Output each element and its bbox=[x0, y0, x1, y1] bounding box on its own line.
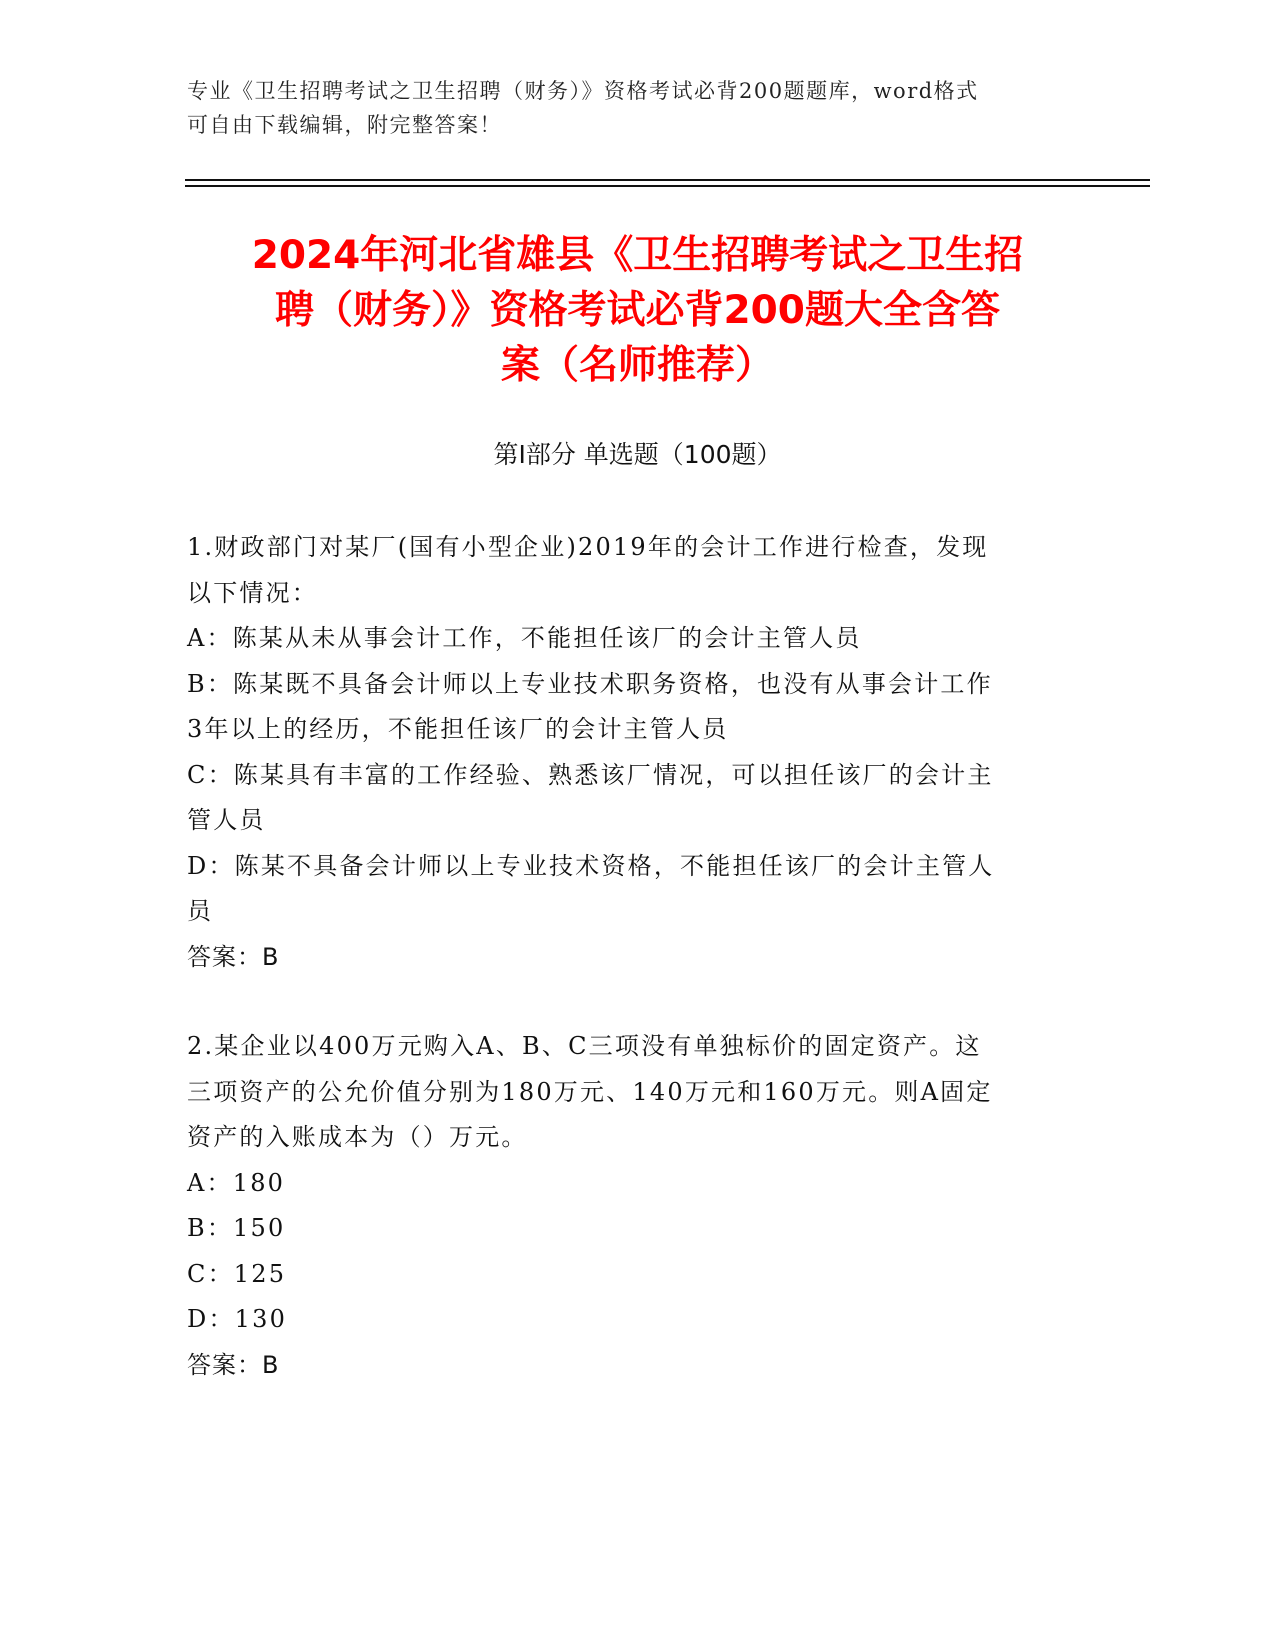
question-1 bbox=[187, 525, 1087, 980]
question-stem-line: 三项资产的公允价值分别为180万元、140万元和160万元。则A固定 bbox=[187, 1077, 993, 1106]
header-note-line: 可自由下载编辑，附完整答案！ bbox=[187, 113, 502, 137]
option-line: D：陈某不具备会计师以上专业技术资格，不能担任该厂的会计主管人 bbox=[187, 851, 995, 880]
header-note-line: 专业《卫生招聘考试之卫生招聘（财务）》资格考试必背200题题库，word格式 bbox=[187, 79, 979, 103]
option-line: B：陈某既不具备会计师以上专业技术职务资格，也没有从事会计工作 bbox=[187, 669, 993, 698]
option-line: C：125 bbox=[187, 1259, 287, 1288]
option-line: A：陈某从未从事会计工作，不能担任该厂的会计主管人员 bbox=[187, 624, 862, 652]
option-line: A：180 bbox=[187, 1168, 286, 1197]
document-title bbox=[160, 228, 1115, 393]
option-line: D：130 bbox=[187, 1305, 288, 1333]
option-line: 3年以上的经历，不能担任该厂的会计主管人员 bbox=[187, 715, 729, 743]
option-line: 员 bbox=[187, 897, 214, 925]
question-2 bbox=[187, 1024, 1087, 1388]
title-line: 聘（财务）》资格考试必背200题大全含答 bbox=[275, 288, 1000, 333]
header-divider-top bbox=[185, 179, 1150, 181]
answer-label: 答案：B bbox=[187, 1350, 280, 1379]
question-stem-line: 资产的入账成本为（）万元。 bbox=[187, 1123, 528, 1151]
option-line: C：陈某具有丰富的工作经验、熟悉该厂情况，可以担任该厂的会计主 bbox=[187, 760, 994, 789]
question-stem-line: 以下情况： bbox=[187, 578, 318, 607]
title-line: 案（名师推荐） bbox=[500, 343, 774, 388]
option-line: B：150 bbox=[187, 1214, 286, 1242]
answer-label: 答案：B bbox=[187, 942, 280, 971]
document-header-note bbox=[187, 74, 1067, 142]
header-divider-bottom bbox=[185, 185, 1150, 187]
question-stem-line: 1.财政部门对某厂(国有小型企业)2019年的会计工作进行检查，发现 bbox=[187, 533, 989, 561]
section-heading: 第Ⅰ部分 单选题（100题） bbox=[493, 440, 782, 469]
option-line: 管人员 bbox=[187, 806, 266, 834]
question-stem-line: 2.某企业以400万元购入A、B、C三项没有单独标价的固定资产。这 bbox=[187, 1032, 982, 1060]
title-line: 2024年河北省雄县《卫生招聘考试之卫生招 bbox=[251, 233, 1024, 278]
